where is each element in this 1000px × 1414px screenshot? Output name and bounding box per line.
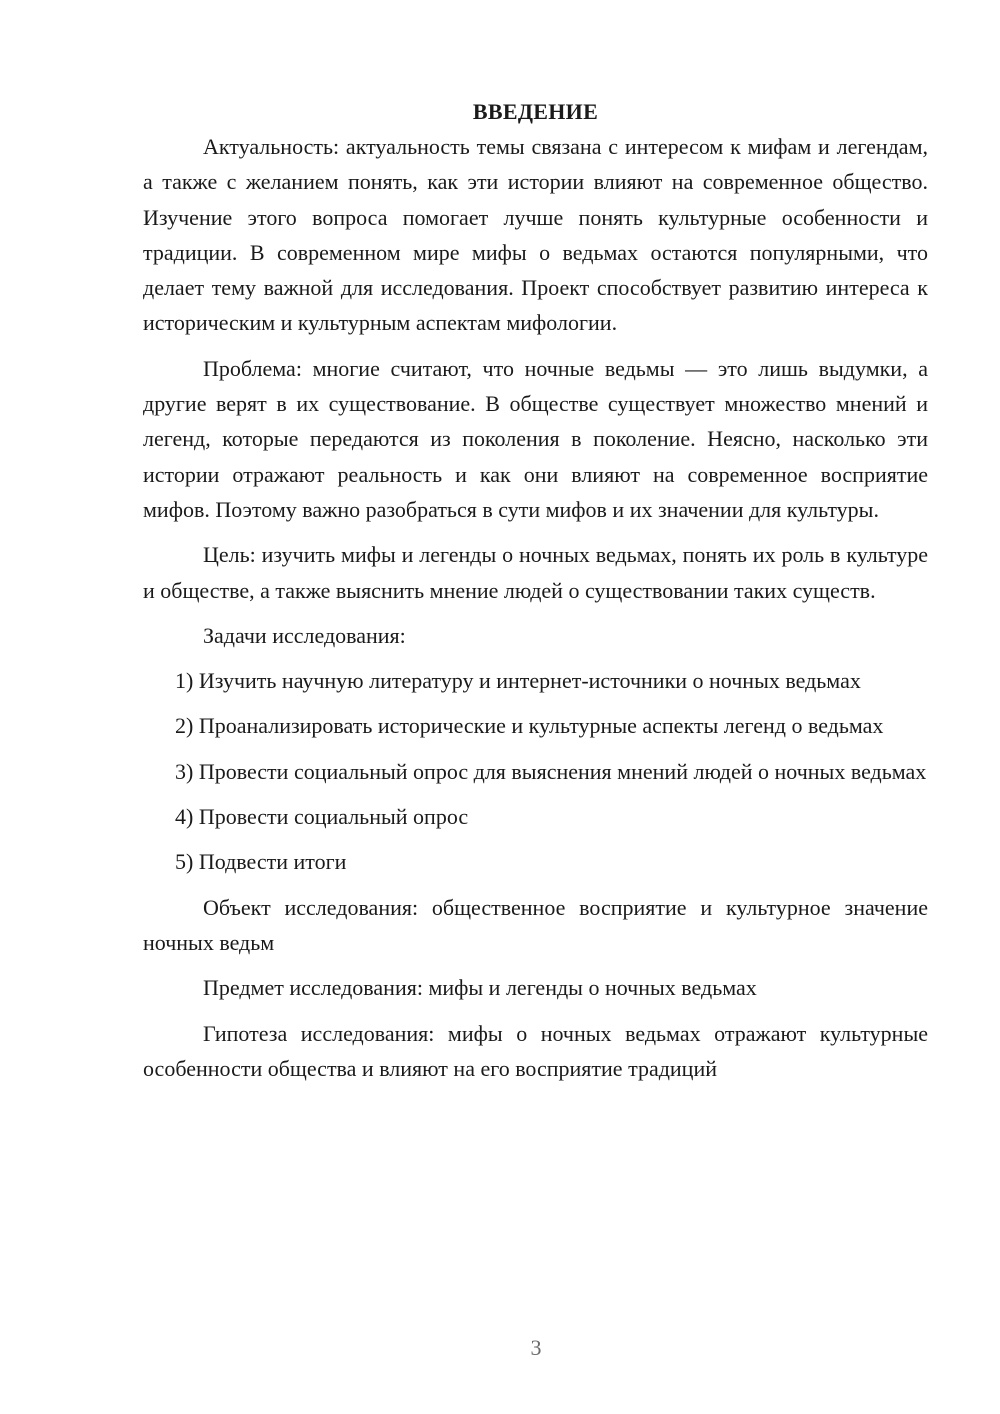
- task-item: 5) Подвести итоги: [175, 849, 347, 875]
- page-content: [143, 94, 928, 1096]
- task-item: 1) Изучить научную литературу и интернет-источники о ночных ведьмах: [175, 668, 861, 694]
- research-object-paragraph: Объект исследования: общественное восприятие и культурное значение ночных ведьм: [143, 894, 928, 955]
- section-title: ВВЕДЕНИЕ: [472, 99, 599, 124]
- relevance-paragraph: Актуальность: актуальность темы связана с интересом к мифам и легендам, а также с желанием понять, как эти истории влияют на современное общество. Изучение этого вопроса помогает лучше понять культурные особенности и традиции. В современном мире мифы о ведьмах остаются популярными, что делает тему важной для исследования. Проект способствует развитию интереса к историческим и культурным аспектам мифологии.: [143, 134, 928, 336]
- task-item: 4) Провести социальный опрос: [175, 804, 469, 830]
- research-subject-paragraph: Предмет исследования: мифы и легенды о ночных ведьмах: [203, 975, 757, 1001]
- problem-paragraph: Проблема: многие считают, что ночные ведьмы — это лишь выдумки, а другие верят в их существование. В обществе существует множество мнений и легенд, которые передаются из поколения в поколение. Неясно, насколько эти истории отражают реальность и как они влияют на современное восприятие мифов. Поэтому важно разобраться в сути мифов и их значении для культуры.: [143, 355, 928, 522]
- tasks-list: [143, 663, 928, 879]
- research-hypothesis-paragraph: Гипотеза исследования: мифы о ночных ведьмах отражают культурные особенности общества и влияют на его восприятие традиций: [143, 1020, 928, 1081]
- task-item: 2) Проанализировать исторические и культурные аспекты легенд о ведьмах: [175, 713, 884, 739]
- tasks-heading: Задачи исследования:: [203, 622, 406, 648]
- task-item: 3) Провести социальный опрос для выяснения мнений людей о ночных ведьмах: [175, 758, 927, 784]
- goal-paragraph: Цель: изучить мифы и легенды о ночных ведьмах, понять их роль в культуре и обществе, а также выяснить мнение людей о существовании таких существ.: [143, 542, 928, 603]
- page-number: 3: [530, 1335, 542, 1360]
